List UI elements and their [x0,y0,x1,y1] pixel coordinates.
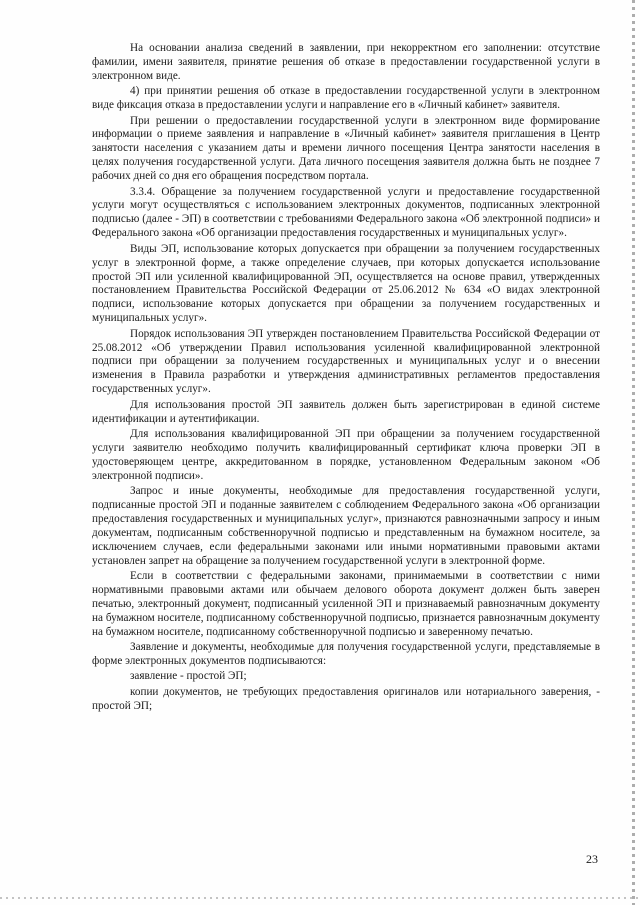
paragraph-signing-intro: Заявление и документы, необходимые для получения государственной услуги, представляемые в форме электронных документов подписываются: [92,641,600,667]
paragraph-qualified-ep: Для использования квалифицированной ЭП при обращении за получением государственной услуги заявителю необходимо получить квалифицированный сертификат ключа проверки ЭП в удостоверяющем центре, аккредитованном в порядке, установленном Федеральным законом «Об электронной подписи». [92,427,600,482]
paragraph-item-4: 4) при принятии решения об отказе в предоставлении государственной услуги в электронном виде фиксация отказа в предоставлении услуги и направление его в «Личный кабинет» заявителя. [92,85,600,112]
page-number: 23 [586,852,598,866]
paragraph-ep-procedure: Порядок использования ЭП утвержден постановлением Правительства Российской Федерации от 25.08.2012 «Об утверждении Правил использования усиленной квалифицированной электронной подписи при обращении за получением государственных и муниципальных услуг и о внесении изменения в Правила разработки и утверждения административных регламентов предоставления государственных услуг». [92,327,600,396]
paragraph-refusal-reasons: На основании анализа сведений в заявлении, при некорректном его заполнении: отсутствие фамилии, имени заявителя, принятие решения об отказе в предоставлении государственной услуги в электронном виде. [92,42,600,82]
paragraph-ep-types: Виды ЭП, использование которых допускается при обращении за получением государственных услуг в электронной форме, а также определение случаев, при которых допускается использование простой ЭП или усиленной квалифицированной ЭП, осуществляется на основе правил, утвержденных постановлением Правительства Российской Федерации от 25.06.2012 № 634 «О видах электронной подписи, использование которых допускается при обращении за получением государственных и муниципальных услуг». [92,242,600,325]
scan-edge-right [632,0,635,905]
scan-edge-bottom [0,897,640,899]
list-item-document-copies: копии документов, не требующих предоставления оригиналов или нотариального заверения, - простой ЭП; [92,685,600,712]
paragraph-3-3-4: 3.3.4. Обращение за получением государственной услуги и предоставление государственной услуги могут осуществляться с использованием электронных документов, подписанных электронной подписью (далее - ЭП) в соответствии с требованиями Федерального закона «Об электронной подписи» и Федерального закона «Об организации предоставления государственных и муниципальных услуг». [92,185,600,240]
paragraph-seal-equivalence: Если в соответствии с федеральными законами, принимаемыми в соответствии с ними нормативными правовыми актами или обычаем делового оборота документ должен быть заверен печатью, электронный документ, подписанный усиленной ЭП и признаваемый равнозначным документу на бумажном носителе, подписанному собственноручной подписью, признается равнозначным документу на бумажном носителе, подписанному собственноручной подписью и заверенному печатью. [92,570,600,638]
paragraph-simple-ep: Для использования простой ЭП заявитель должен быть зарегистрирован в единой системе идентификации и аутентификации. [92,398,600,425]
list-item-application: заявление - простой ЭП; [130,670,247,683]
paragraph-electronic-decision: При решении о предоставлении государственной услуги в электронном виде формирование информации о приеме заявления и направление в «Личный кабинет» заявителя приглашения в Центр занятости населения с указанием даты и времени личного посещения Центра занятости населения в целях получения государственной услуги. Дата личного посещения заявителя должна быть не позднее 7 рабочих дней со дня его обращения посредством портала. [92,114,600,183]
paragraph-request-documents: Запрос и иные документы, необходимые для предоставления государственной услуги, подписанные простой ЭП и поданные заявителем с соблюдением Федерального закона «Об организации предоставления государственных и муниципальных услуг», признаются равнозначными запросу и иным документам, подписанным собственноручной подписью и представленным на бумажном носителе, за исключением случаев, если федеральными законами или иными нормативными правовыми актами установлен запрет на обращение за получением государственной услуги в электронной форме. [92,485,600,567]
document-body [92,42,600,715]
